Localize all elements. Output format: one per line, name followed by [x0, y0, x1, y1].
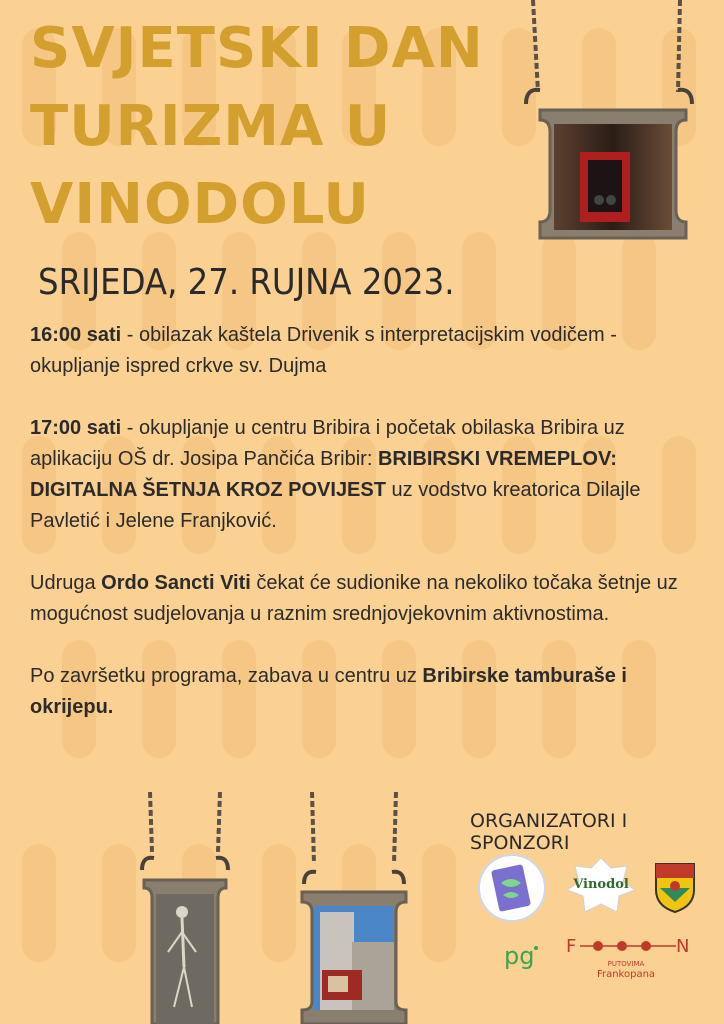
frankopan-logo-sub1: PUTOVIMA: [607, 960, 645, 968]
school-logo-icon: [477, 853, 547, 923]
hanging-sign-skeleton: [130, 792, 240, 1024]
program-item-3: Udruga Ordo Sancti Viti čekat će sudionike na nekoliko točaka šetnje uz mogućnost sudjelovanja u raznim srednjovjekovnim aktivnostima.: [30, 572, 678, 625]
title-line-2: TURIZMA U: [30, 94, 392, 159]
program-item-4: Po završetku programa, zabava u centru uz Bribirske tamburaše i okrijepu.: [30, 665, 627, 718]
program-item-2: 17:00 sati - okupljanje u centru Bribira i početak obilaska Bribira uz aplikaciju OŠ dr. Josipa Pančića Bribir: BRIBIRSKI VREMEPLOV: DIGITALNA ŠETNJA KROZ POVIJEST uz vodstvo kreatorica Dilajle Pavletić i Jelene Franjković.: [30, 417, 641, 532]
pg-logo-text: pg: [504, 942, 535, 970]
time-1600: 16:00 sati: [30, 324, 122, 346]
coat-of-arms-icon: [654, 862, 696, 914]
program-item-1: 16:00 sati - obilazak kaštela Drivenik s interpretacijskim vodičem - okupljanje ispred crkve sv. Dujma: [30, 324, 617, 377]
pg-logo: [500, 940, 542, 976]
sponsors-title: ORGANIZATORI I SPONZORI: [470, 810, 628, 854]
title-line-1: SVJETSKI DAN: [30, 16, 484, 81]
program-text: [30, 320, 698, 754]
time-1700: 17:00 sati: [30, 417, 122, 439]
vinodol-logo: [565, 854, 637, 916]
frankopan-logo-left: F: [566, 936, 577, 957]
frankopan-logo-sub2: Frankopana: [596, 969, 656, 980]
vinodol-logo-text: Vinodol: [573, 877, 629, 892]
poster-title: [30, 10, 484, 244]
event-date: SRIJEDA, 27. RUJNA 2023.: [38, 262, 455, 303]
hanging-sign-castle: [292, 792, 416, 1024]
frankopan-logo-right: N: [676, 936, 690, 957]
frankopan-logo: [564, 932, 694, 982]
hanging-sign-top: [508, 0, 718, 250]
title-line-3: VINODOLU: [30, 172, 370, 237]
